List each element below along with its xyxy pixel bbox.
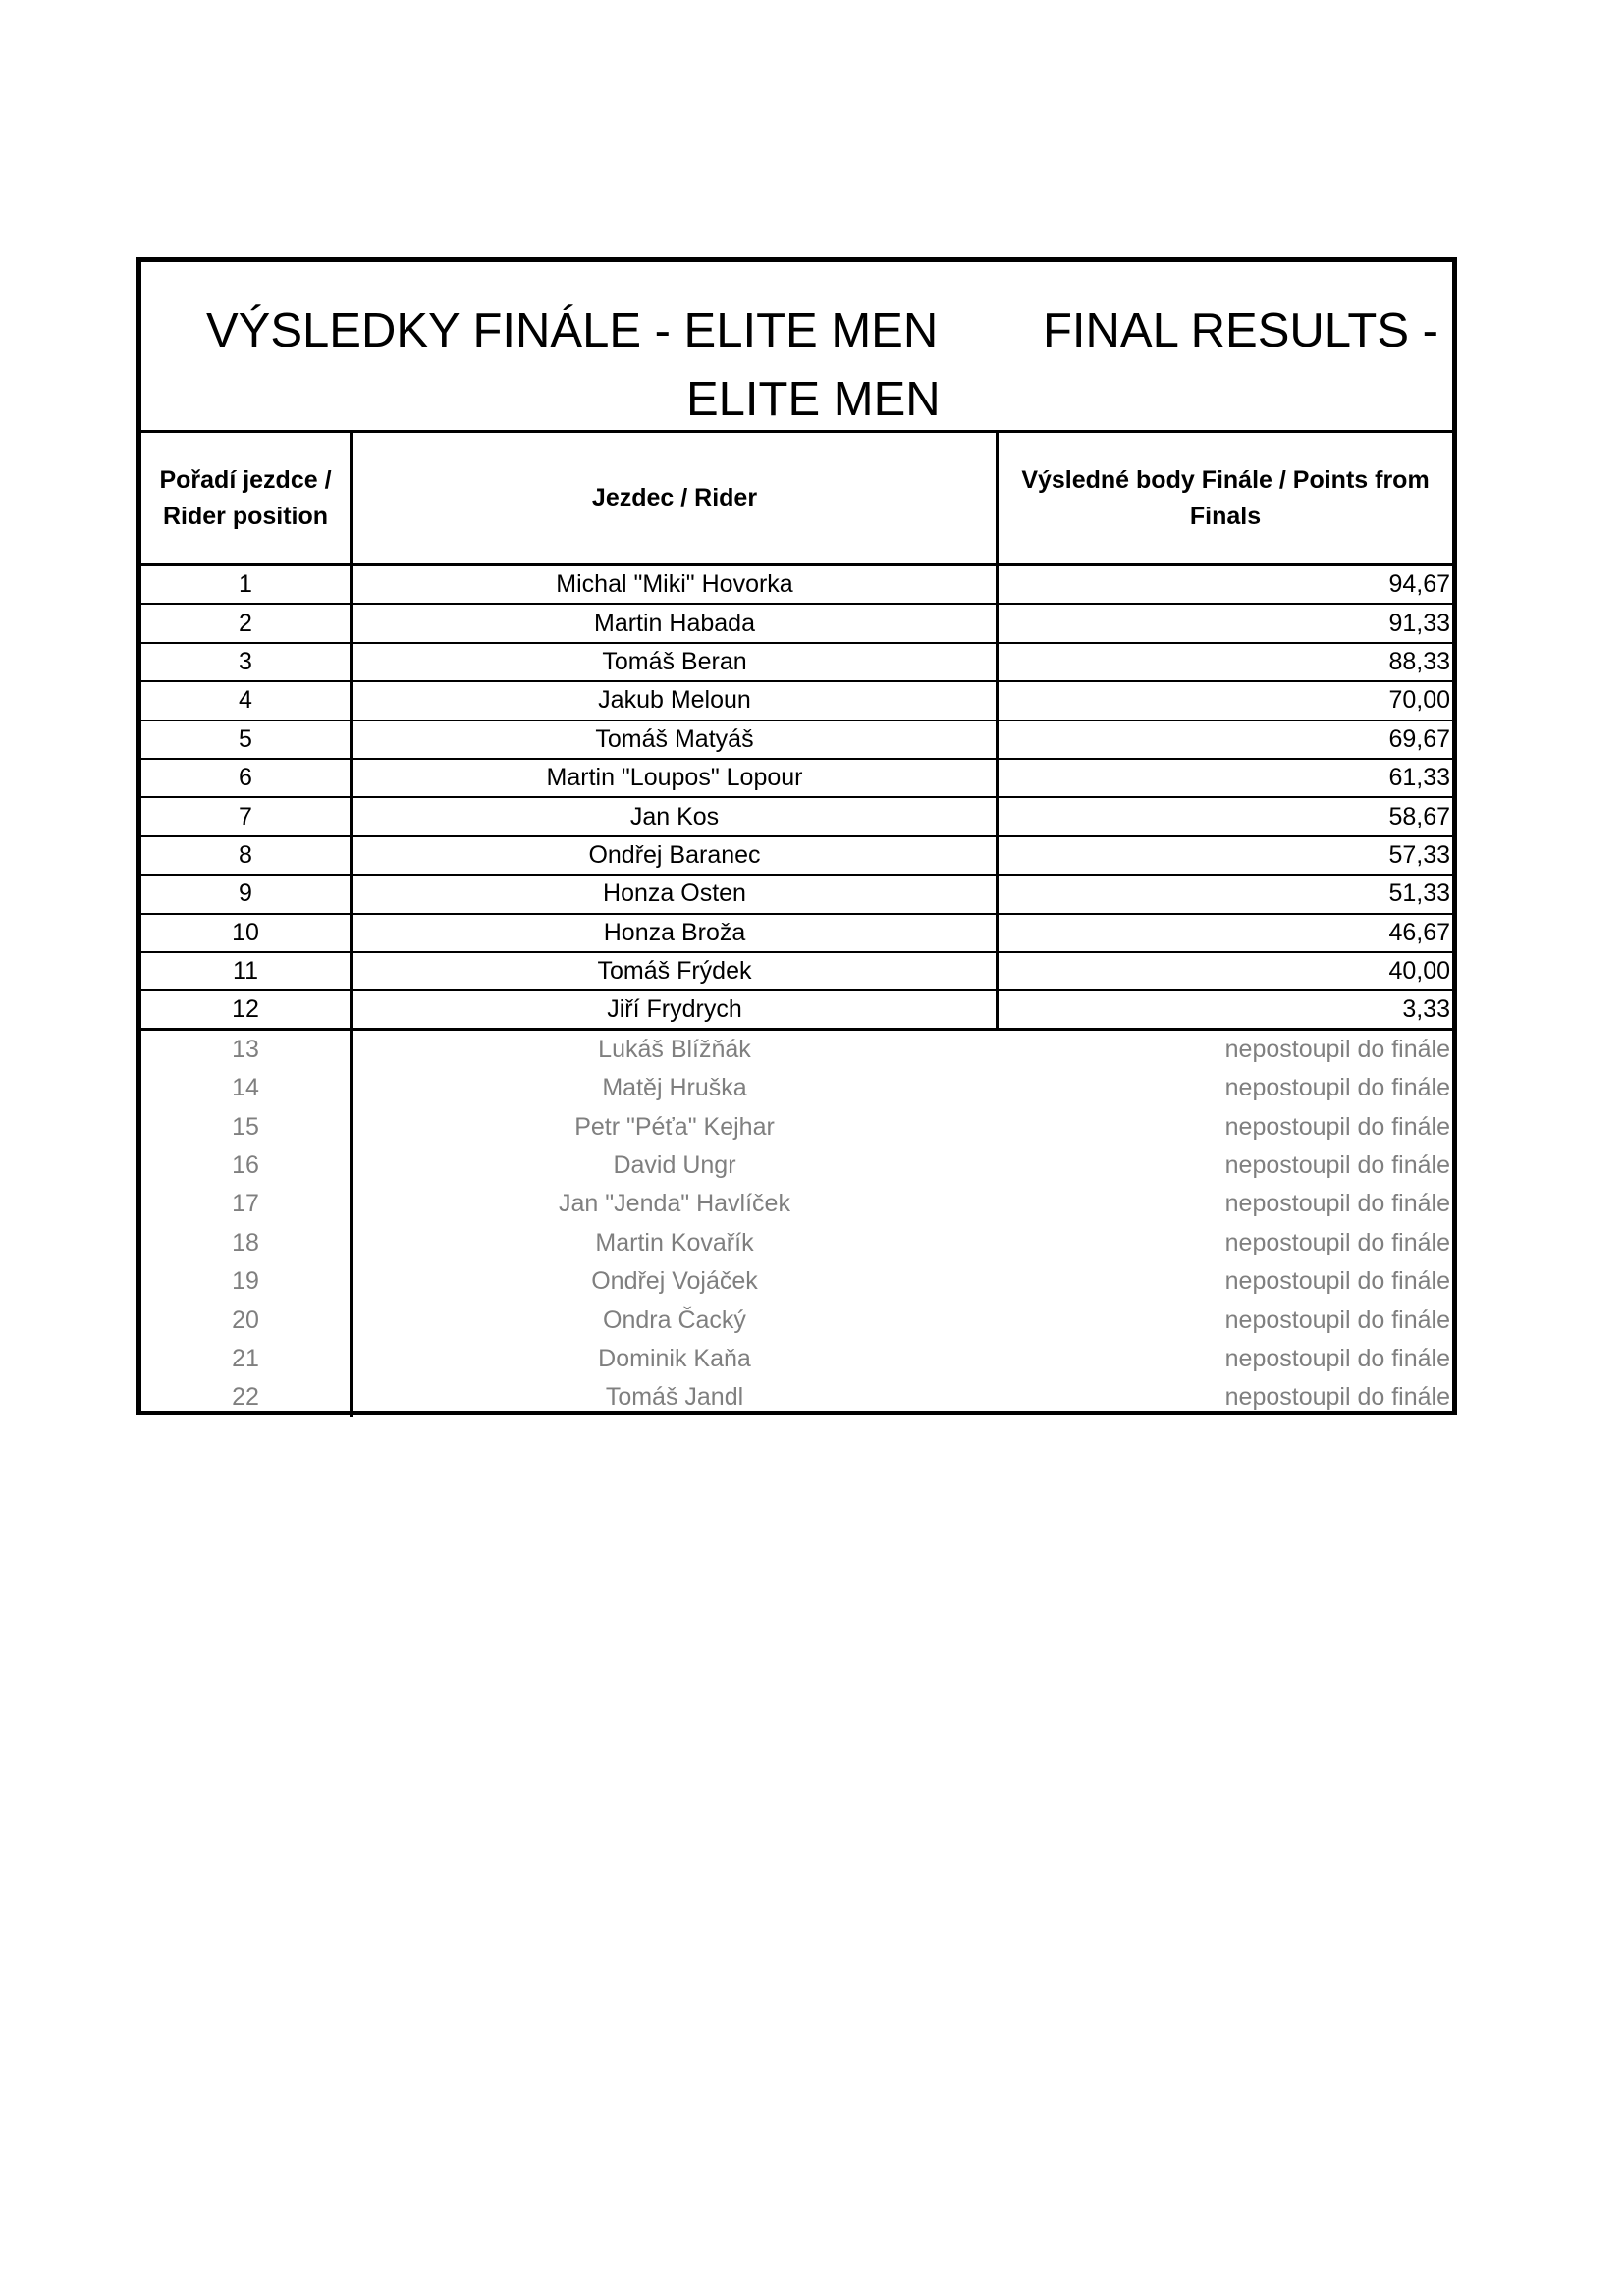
- rider-points: nepostoupil do finále: [1224, 1190, 1450, 1218]
- rider-name: Matěj Hruška: [350, 1069, 996, 1107]
- rider-points: 61,33: [996, 760, 1452, 796]
- rider-name: David Ungr: [350, 1147, 996, 1185]
- rider-points: nepostoupil do finále: [1224, 1383, 1450, 1412]
- table-header: [141, 433, 1452, 566]
- rider-position: 1: [239, 570, 252, 599]
- rider-points: 91,33: [996, 605, 1452, 641]
- rider-position: 19: [232, 1267, 259, 1296]
- table-row: [141, 605, 1452, 643]
- rider-position: 15: [232, 1112, 259, 1141]
- rider-position: 12: [232, 994, 259, 1023]
- rider-name: Martin Kovařík: [350, 1224, 996, 1262]
- rider-points: 51,33: [996, 876, 1452, 912]
- table-row: [141, 915, 1452, 953]
- table-row: [141, 837, 1452, 876]
- rider-position: 5: [239, 724, 252, 753]
- table-row: [141, 953, 1452, 991]
- rider-position: 2: [239, 609, 252, 637]
- rider-points: 3,33: [996, 991, 1452, 1027]
- rider-name: Jan "Jenda" Havlíček: [350, 1185, 996, 1223]
- rider-name: Lukáš Blížňák: [350, 1031, 996, 1069]
- column-header-points: [996, 433, 1452, 563]
- table-row: [141, 1147, 1452, 1185]
- rider-name: Honza Osten: [350, 876, 996, 912]
- table-row: [141, 1185, 1452, 1223]
- results-table: [136, 257, 1457, 1415]
- rider-name: Jiří Frydrych: [350, 991, 996, 1027]
- rider-points: 46,67: [996, 915, 1452, 951]
- rider-name: Petr "Péťa" Kejhar: [350, 1107, 996, 1146]
- rider-name: Dominik Kaňa: [350, 1340, 996, 1378]
- table-row: [141, 1224, 1452, 1262]
- rider-points: 94,67: [996, 566, 1452, 603]
- table-row: [141, 876, 1452, 914]
- rider-name: Tomáš Frýdek: [350, 953, 996, 989]
- rider-points: 69,67: [996, 721, 1452, 758]
- rider-position: 4: [239, 686, 252, 715]
- rider-position: 11: [233, 957, 258, 986]
- table-row: [141, 760, 1452, 798]
- rider-points: 57,33: [996, 837, 1452, 874]
- table-row: [141, 1069, 1452, 1107]
- rider-points: 58,67: [996, 798, 1452, 834]
- table-body: [141, 566, 1452, 1417]
- rider-name: Tomáš Matyáš: [350, 721, 996, 758]
- rider-name: Michal "Miki" Hovorka: [350, 566, 996, 603]
- rider-position: 18: [232, 1228, 259, 1256]
- rider-name: Martin Habada: [350, 605, 996, 641]
- column-header-position-line2: Rider position: [162, 502, 329, 530]
- rider-position: 7: [239, 802, 252, 830]
- column-header-points-line2: Finals: [1189, 502, 1262, 530]
- rider-name: Jakub Meloun: [350, 682, 996, 719]
- rider-position: 14: [232, 1074, 259, 1102]
- rider-points: nepostoupil do finále: [1224, 1151, 1450, 1180]
- rider-position: 17: [232, 1190, 259, 1218]
- table-row: [141, 1340, 1452, 1378]
- title-block: [141, 262, 1452, 433]
- rider-position: 22: [232, 1383, 259, 1412]
- table-row: [141, 1031, 1452, 1069]
- table-row: [141, 1378, 1452, 1416]
- column-header-rider: Jezdec / Rider: [350, 433, 996, 563]
- page-title-category: ELITE MEN: [686, 373, 941, 426]
- rider-name: Jan Kos: [350, 798, 996, 834]
- rider-points: nepostoupil do finále: [1224, 1035, 1450, 1063]
- rider-points: nepostoupil do finále: [1224, 1228, 1450, 1256]
- rider-points: nepostoupil do finále: [1224, 1112, 1450, 1141]
- table-row: [141, 991, 1452, 1030]
- rider-position: 16: [232, 1151, 259, 1180]
- rider-position: 9: [239, 880, 252, 908]
- table-row: [141, 1262, 1452, 1301]
- column-header-position-line1: Pořadí jezdce /: [159, 465, 332, 494]
- rider-position: 10: [232, 918, 259, 946]
- column-header-position: [141, 433, 350, 563]
- rider-name: Martin "Loupos" Lopour: [350, 760, 996, 796]
- page-title-english: FINAL RESULTS -: [1043, 304, 1438, 357]
- rider-position: 8: [239, 840, 252, 869]
- table-row: [141, 721, 1452, 760]
- rider-name: Ondřej Vojáček: [350, 1262, 996, 1301]
- rider-name: Ondřej Baranec: [350, 837, 996, 874]
- rider-points: nepostoupil do finále: [1224, 1267, 1450, 1296]
- rider-name: Tomáš Beran: [350, 644, 996, 680]
- rider-position: 3: [239, 647, 252, 675]
- rider-position: 21: [232, 1345, 259, 1372]
- rider-points: nepostoupil do finále: [1224, 1074, 1450, 1102]
- rider-name: Tomáš Jandl: [350, 1378, 996, 1416]
- rider-position: 6: [239, 764, 252, 792]
- rider-position: 20: [232, 1306, 259, 1334]
- rider-points: nepostoupil do finále: [1224, 1345, 1450, 1372]
- rider-points: 70,00: [996, 682, 1452, 719]
- page-title-czech: VÝSLEDKY FINÁLE - ELITE MEN: [206, 304, 939, 357]
- column-header-points-line1: Výsledné body Finále / Points from: [1021, 465, 1430, 494]
- rider-points: nepostoupil do finále: [1224, 1306, 1450, 1334]
- rider-name: Honza Broža: [350, 915, 996, 951]
- table-row: [141, 682, 1452, 721]
- table-row: [141, 1107, 1452, 1146]
- rider-points: 88,33: [996, 644, 1452, 680]
- table-row: [141, 1301, 1452, 1339]
- table-row: [141, 798, 1452, 836]
- rider-position: 13: [232, 1035, 259, 1063]
- rider-name: Ondra Čacký: [350, 1301, 996, 1339]
- rider-points: 40,00: [996, 953, 1452, 989]
- table-row: [141, 644, 1452, 682]
- table-row: [141, 566, 1452, 605]
